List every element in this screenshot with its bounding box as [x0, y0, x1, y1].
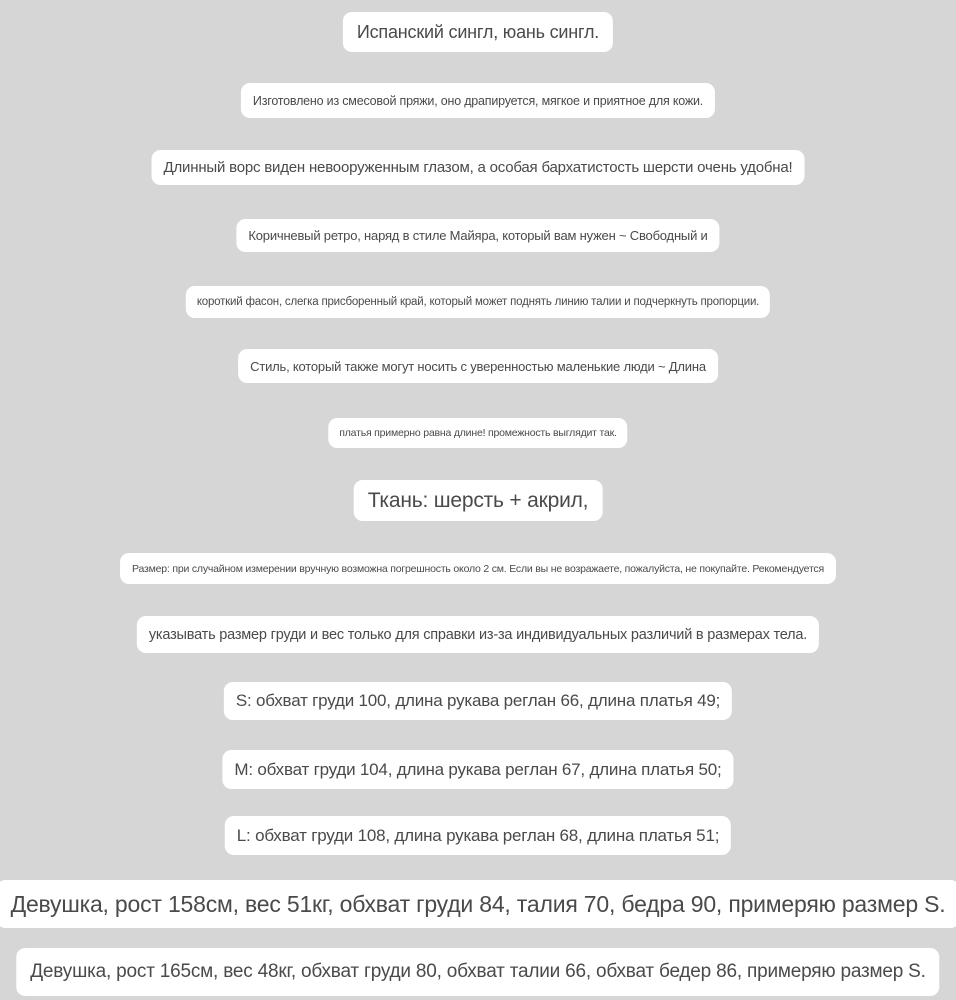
size-reference-line: указывать размер груди и вес только для справки из-за индивидуальных различий в размерах тела.	[137, 616, 819, 653]
model-2-line: Девушка, рост 165см, вес 48кг, обхват груди 80, обхват талии 66, обхват бедер 86, примеряю размер S.	[16, 948, 939, 996]
size-l-line: L: обхват груди 108, длина рукава реглан 68, длина платья 51;	[225, 816, 731, 855]
model-1-line: Девушка, рост 158см, вес 51кг, обхват груди 84, талия 70, бедра 90, примеряю размер S.	[0, 880, 956, 928]
description-line-length: платья примерно равна длине! промежность выглядит так.	[328, 418, 627, 448]
description-line-fit: Стиль, который также могут носить с уверенностью маленькие люди ~ Длина	[238, 349, 718, 383]
description-line-style: Коричневый ретро, наряд в стиле Майяра, который вам нужен ~ Свободный и	[236, 219, 719, 252]
fabric-line: Ткань: шерсть + акрил,	[354, 480, 603, 521]
size-s-line: S: обхват груди 100, длина рукава реглан 66, длина платья 49;	[224, 682, 732, 720]
description-line-material: Изготовлено из смесовой пряжи, оно драпируется, мягкое и приятное для кожи.	[241, 83, 715, 118]
size-m-line: M: обхват груди 104, длина рукава реглан 67, длина платья 50;	[222, 750, 733, 789]
size-note-line: Размер: при случайном измерении вручную возможна погрешность около 2 см. Если вы не возражаете, пожалуйста, не покупайте. Рекомендуется	[120, 553, 836, 584]
description-line-pile: Длинный ворс виден невооруженным глазом, а особая бархатистость шерсти очень удобна!	[152, 150, 805, 185]
description-line-cut: короткий фасон, слегка присборенный край, который может поднять линию талии и подчеркнуть пропорции.	[186, 286, 770, 318]
product-title-line: Испанский сингл, юань сингл.	[343, 12, 613, 52]
